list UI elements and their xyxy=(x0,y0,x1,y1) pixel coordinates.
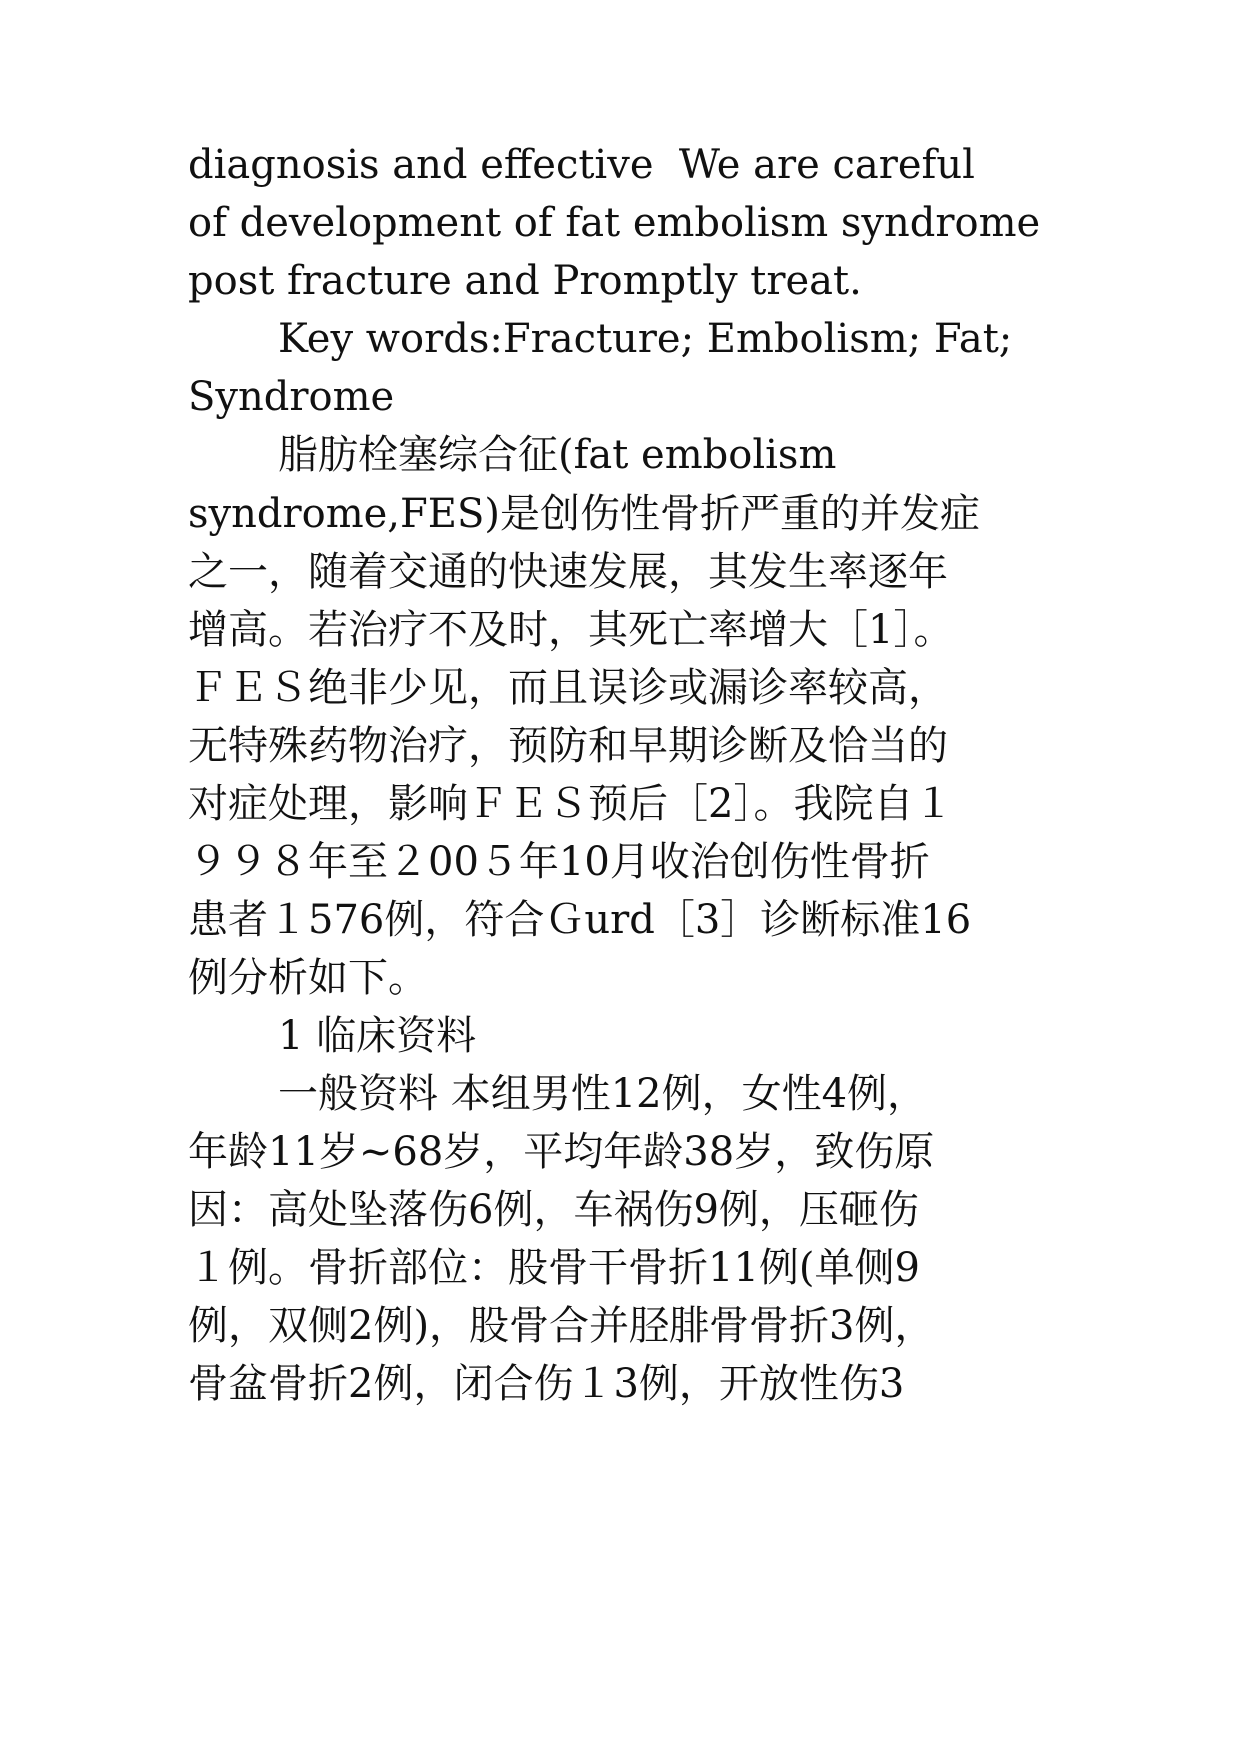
section-heading: 1 临床资料 xyxy=(278,1013,477,1059)
section-line-6: 骨盆骨折2例，闭合伤１3例，开放性伤3 xyxy=(188,1361,905,1407)
keywords-line-2: Syndrome xyxy=(188,374,395,420)
body-line-7: 对症处理，影响ＦＥＳ预后［2］。我院自１ xyxy=(188,781,954,827)
body-line-6: 无特殊药物治疗，预防和早期诊断及恰当的 xyxy=(188,723,948,769)
abstract-line-1: diagnosis and effective We are careful xyxy=(188,142,975,188)
body-line-3: 之一，随着交通的快速发展，其发生率逐年 xyxy=(188,549,948,595)
abstract-line-3: post fracture and Promptly treat. xyxy=(188,258,862,304)
section-line-2: 年龄11岁~68岁，平均年龄38岁，致伤原 xyxy=(188,1129,935,1175)
section-line-4: １例。骨折部位：股骨干骨折11例(单侧9 xyxy=(188,1245,920,1291)
keywords-line-1: Key words:Fracture; Embolism; Fat; xyxy=(278,316,1013,362)
body-line-2: syndrome,FES)是创伤性骨折严重的并发症 xyxy=(188,491,980,537)
abstract-line-2: of development of fat embolism syndrome xyxy=(188,200,1041,246)
section-line-3: 因：高处坠落伤6例，车祸伤9例，压砸伤 xyxy=(188,1187,919,1233)
body-line-1: 脂肪栓塞综合征(fat embolism xyxy=(278,432,837,478)
body-line-10: 例分析如下。 xyxy=(188,955,428,1001)
section-line-1: 一般资料 本组男性12例，女性4例， xyxy=(278,1071,928,1117)
body-line-5: ＦＥＳ绝非少见，而且误诊或漏诊率较高， xyxy=(188,665,948,711)
body-line-9: 患者１576例，符合Ｇurd［3］诊断标准16 xyxy=(188,897,972,943)
body-line-4: 增高。若治疗不及时，其死亡率增大［1］。 xyxy=(188,607,954,653)
section-line-5: 例，双侧2例)，股骨合并胫腓骨骨折3例， xyxy=(188,1303,935,1349)
body-line-8: ９９８年至２00５年10月收治创伤性骨折 xyxy=(188,839,930,885)
